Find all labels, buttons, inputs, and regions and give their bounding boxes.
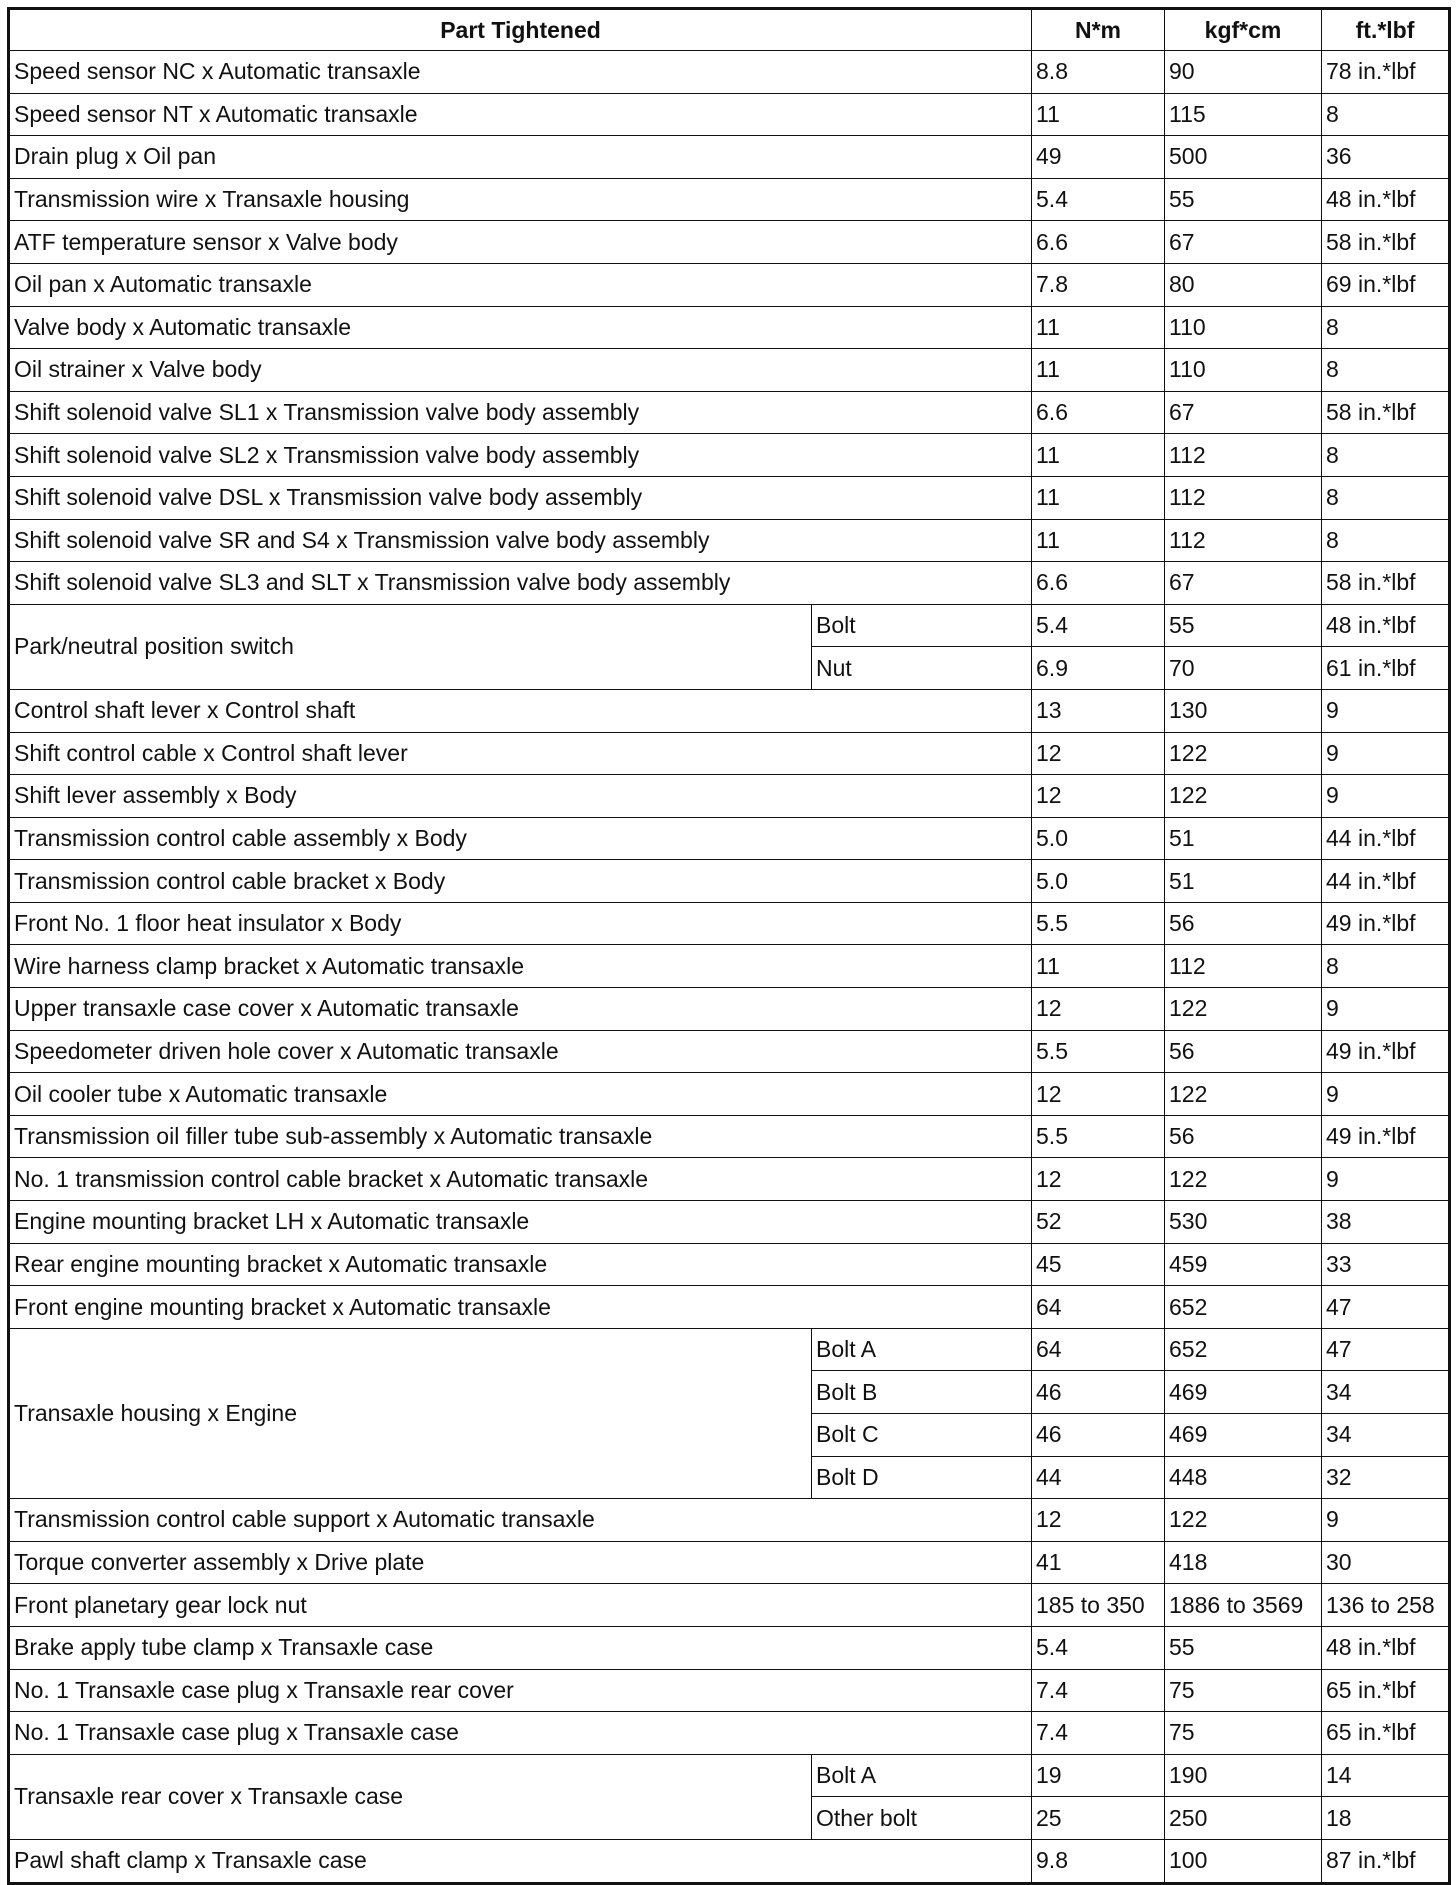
value-kgfcm: 250 — [1165, 1797, 1322, 1840]
value-kgfcm: 75 — [1165, 1669, 1322, 1712]
value-ftlbf: 30 — [1322, 1541, 1450, 1584]
part-name: Oil pan x Automatic transaxle — [9, 263, 1032, 306]
value-nm: 5.4 — [1032, 604, 1165, 647]
part-name: Transaxle rear cover x Transaxle case — [9, 1754, 812, 1839]
part-name: Transaxle housing x Engine — [9, 1328, 812, 1498]
part-name: Drain plug x Oil pan — [9, 136, 1032, 179]
value-kgfcm: 1886 to 3569 — [1165, 1584, 1322, 1627]
table-row — [9, 93, 1450, 136]
value-ftlbf: 9 — [1322, 775, 1450, 818]
value-ftlbf: 8 — [1322, 306, 1450, 349]
value-nm: 11 — [1032, 306, 1165, 349]
value-ftlbf: 8 — [1322, 93, 1450, 136]
table-row — [9, 1839, 1450, 1883]
value-nm: 45 — [1032, 1243, 1165, 1286]
value-ftlbf: 61 in.*lbf — [1322, 647, 1450, 690]
value-nm: 7.8 — [1032, 263, 1165, 306]
value-ftlbf: 49 in.*lbf — [1322, 902, 1450, 945]
value-kgfcm: 70 — [1165, 647, 1322, 690]
part-name: Oil strainer x Valve body — [9, 349, 1032, 392]
sub-part-label: Bolt — [812, 604, 1032, 647]
value-kgfcm: 67 — [1165, 391, 1322, 434]
part-name: Speedometer driven hole cover x Automatic transaxle — [9, 1030, 1032, 1073]
table-row — [9, 136, 1450, 179]
value-nm: 11 — [1032, 945, 1165, 988]
table-row — [9, 1626, 1450, 1669]
table-row — [9, 1201, 1450, 1244]
part-name: Upper transaxle case cover x Automatic transaxle — [9, 988, 1032, 1031]
value-ftlbf: 9 — [1322, 732, 1450, 775]
part-name: Transmission control cable support x Automatic transaxle — [9, 1499, 1032, 1542]
value-kgfcm: 112 — [1165, 476, 1322, 519]
value-nm: 41 — [1032, 1541, 1165, 1584]
part-name: Torque converter assembly x Drive plate — [9, 1541, 1032, 1584]
table-body — [9, 51, 1450, 1884]
table-row — [9, 1584, 1450, 1627]
table-row — [9, 306, 1450, 349]
part-name: Transmission control cable bracket x Body — [9, 860, 1032, 903]
value-ftlbf: 44 in.*lbf — [1322, 860, 1450, 903]
value-kgfcm: 459 — [1165, 1243, 1322, 1286]
value-kgfcm: 55 — [1165, 1626, 1322, 1669]
sub-part-label: Bolt D — [812, 1456, 1032, 1499]
table-row — [9, 1499, 1450, 1542]
value-ftlbf: 14 — [1322, 1754, 1450, 1797]
table-row — [9, 988, 1450, 1031]
value-nm: 12 — [1032, 1073, 1165, 1116]
value-kgfcm: 100 — [1165, 1839, 1322, 1883]
value-kgfcm: 80 — [1165, 263, 1322, 306]
sub-part-label: Bolt A — [812, 1754, 1032, 1797]
part-name: Speed sensor NC x Automatic transaxle — [9, 51, 1032, 94]
table-row — [9, 562, 1450, 605]
table-row — [9, 1158, 1450, 1201]
value-ftlbf: 58 in.*lbf — [1322, 221, 1450, 264]
value-kgfcm: 122 — [1165, 1499, 1322, 1542]
table-row — [9, 263, 1450, 306]
sub-part-label: Bolt A — [812, 1328, 1032, 1371]
table-row — [9, 1712, 1450, 1755]
table-row — [9, 1669, 1450, 1712]
value-nm: 5.0 — [1032, 860, 1165, 903]
part-name: No. 1 transmission control cable bracket x Automatic transaxle — [9, 1158, 1032, 1201]
table-row — [9, 1754, 1450, 1797]
part-name: Control shaft lever x Control shaft — [9, 689, 1032, 732]
header-kgfcm: kgf*cm — [1165, 9, 1322, 51]
value-ftlbf: 8 — [1322, 945, 1450, 988]
table-row — [9, 1073, 1450, 1116]
value-nm: 11 — [1032, 434, 1165, 477]
value-nm: 11 — [1032, 93, 1165, 136]
value-ftlbf: 48 in.*lbf — [1322, 1626, 1450, 1669]
value-ftlbf: 34 — [1322, 1414, 1450, 1457]
table-row — [9, 519, 1450, 562]
value-nm: 185 to 350 — [1032, 1584, 1165, 1627]
table-row — [9, 476, 1450, 519]
value-kgfcm: 51 — [1165, 817, 1322, 860]
value-kgfcm: 448 — [1165, 1456, 1322, 1499]
part-name: Shift control cable x Control shaft lever — [9, 732, 1032, 775]
value-kgfcm: 122 — [1165, 775, 1322, 818]
part-name: No. 1 Transaxle case plug x Transaxle case — [9, 1712, 1032, 1755]
value-nm: 44 — [1032, 1456, 1165, 1499]
value-ftlbf: 47 — [1322, 1286, 1450, 1329]
part-name: Park/neutral position switch — [9, 604, 812, 689]
torque-spec-table — [7, 7, 1451, 1885]
value-nm: 52 — [1032, 1201, 1165, 1244]
value-nm: 7.4 — [1032, 1712, 1165, 1755]
value-kgfcm: 75 — [1165, 1712, 1322, 1755]
value-ftlbf: 69 in.*lbf — [1322, 263, 1450, 306]
value-nm: 5.5 — [1032, 1115, 1165, 1158]
value-nm: 5.5 — [1032, 1030, 1165, 1073]
value-nm: 8.8 — [1032, 51, 1165, 94]
table-row — [9, 817, 1450, 860]
value-ftlbf: 48 in.*lbf — [1322, 604, 1450, 647]
part-name: Wire harness clamp bracket x Automatic transaxle — [9, 945, 1032, 988]
value-nm: 64 — [1032, 1328, 1165, 1371]
value-ftlbf: 9 — [1322, 1499, 1450, 1542]
table-row — [9, 945, 1450, 988]
table-row — [9, 221, 1450, 264]
value-nm: 12 — [1032, 1158, 1165, 1201]
table-row — [9, 434, 1450, 477]
value-kgfcm: 112 — [1165, 434, 1322, 477]
table-row — [9, 1328, 1450, 1371]
value-ftlbf: 8 — [1322, 434, 1450, 477]
part-name: Shift solenoid valve SL1 x Transmission valve body assembly — [9, 391, 1032, 434]
value-ftlbf: 65 in.*lbf — [1322, 1712, 1450, 1755]
value-kgfcm: 56 — [1165, 1115, 1322, 1158]
table-row — [9, 775, 1450, 818]
value-ftlbf: 49 in.*lbf — [1322, 1115, 1450, 1158]
value-nm: 9.8 — [1032, 1839, 1165, 1883]
table-row — [9, 860, 1450, 903]
value-kgfcm: 56 — [1165, 902, 1322, 945]
table-row — [9, 1030, 1450, 1073]
value-nm: 46 — [1032, 1371, 1165, 1414]
part-name: Transmission wire x Transaxle housing — [9, 178, 1032, 221]
value-kgfcm: 652 — [1165, 1286, 1322, 1329]
part-name: Shift solenoid valve SL3 and SLT x Transmission valve body assembly — [9, 562, 1032, 605]
part-name: Brake apply tube clamp x Transaxle case — [9, 1626, 1032, 1669]
value-ftlbf: 78 in.*lbf — [1322, 51, 1450, 94]
value-nm: 46 — [1032, 1414, 1165, 1457]
value-ftlbf: 9 — [1322, 689, 1450, 732]
value-nm: 5.4 — [1032, 1626, 1165, 1669]
table-row — [9, 732, 1450, 775]
value-ftlbf: 44 in.*lbf — [1322, 817, 1450, 860]
part-name: Engine mounting bracket LH x Automatic transaxle — [9, 1201, 1032, 1244]
value-ftlbf: 58 in.*lbf — [1322, 391, 1450, 434]
value-ftlbf: 65 in.*lbf — [1322, 1669, 1450, 1712]
value-nm: 6.6 — [1032, 562, 1165, 605]
part-name: Shift solenoid valve DSL x Transmission valve body assembly — [9, 476, 1032, 519]
table-row — [9, 689, 1450, 732]
value-kgfcm: 130 — [1165, 689, 1322, 732]
value-nm: 5.0 — [1032, 817, 1165, 860]
part-name: Shift solenoid valve SR and S4 x Transmission valve body assembly — [9, 519, 1032, 562]
value-nm: 13 — [1032, 689, 1165, 732]
value-ftlbf: 36 — [1322, 136, 1450, 179]
value-nm: 11 — [1032, 519, 1165, 562]
sub-part-label: Other bolt — [812, 1797, 1032, 1840]
part-name: No. 1 Transaxle case plug x Transaxle rear cover — [9, 1669, 1032, 1712]
part-name: Transmission oil filler tube sub-assembly x Automatic transaxle — [9, 1115, 1032, 1158]
value-kgfcm: 530 — [1165, 1201, 1322, 1244]
value-nm: 5.5 — [1032, 902, 1165, 945]
value-kgfcm: 190 — [1165, 1754, 1322, 1797]
header-nm: N*m — [1032, 9, 1165, 51]
value-nm: 49 — [1032, 136, 1165, 179]
part-name: Shift lever assembly x Body — [9, 775, 1032, 818]
part-name: Speed sensor NT x Automatic transaxle — [9, 93, 1032, 136]
value-kgfcm: 122 — [1165, 1158, 1322, 1201]
value-kgfcm: 110 — [1165, 349, 1322, 392]
value-ftlbf: 38 — [1322, 1201, 1450, 1244]
value-ftlbf: 33 — [1322, 1243, 1450, 1286]
part-name: Rear engine mounting bracket x Automatic transaxle — [9, 1243, 1032, 1286]
value-kgfcm: 55 — [1165, 178, 1322, 221]
header-ftlbf: ft.*lbf — [1322, 9, 1450, 51]
value-kgfcm: 67 — [1165, 221, 1322, 264]
part-name: Front engine mounting bracket x Automatic transaxle — [9, 1286, 1032, 1329]
value-kgfcm: 418 — [1165, 1541, 1322, 1584]
value-ftlbf: 49 in.*lbf — [1322, 1030, 1450, 1073]
value-nm: 7.4 — [1032, 1669, 1165, 1712]
value-nm: 6.6 — [1032, 391, 1165, 434]
value-nm: 12 — [1032, 732, 1165, 775]
value-nm: 19 — [1032, 1754, 1165, 1797]
value-kgfcm: 67 — [1165, 562, 1322, 605]
value-ftlbf: 58 in.*lbf — [1322, 562, 1450, 605]
table-row — [9, 604, 1450, 647]
value-nm: 12 — [1032, 988, 1165, 1031]
part-name: Front planetary gear lock nut — [9, 1584, 1032, 1627]
value-ftlbf: 34 — [1322, 1371, 1450, 1414]
value-ftlbf: 8 — [1322, 519, 1450, 562]
value-kgfcm: 112 — [1165, 945, 1322, 988]
table-row — [9, 391, 1450, 434]
table-row — [9, 1243, 1450, 1286]
value-kgfcm: 469 — [1165, 1414, 1322, 1457]
value-kgfcm: 469 — [1165, 1371, 1322, 1414]
value-ftlbf: 18 — [1322, 1797, 1450, 1840]
sub-part-label: Bolt C — [812, 1414, 1032, 1457]
value-kgfcm: 55 — [1165, 604, 1322, 647]
table-row — [9, 1286, 1450, 1329]
part-name: Front No. 1 floor heat insulator x Body — [9, 902, 1032, 945]
value-nm: 6.9 — [1032, 647, 1165, 690]
part-name: Transmission control cable assembly x Body — [9, 817, 1032, 860]
value-nm: 11 — [1032, 476, 1165, 519]
table-row — [9, 178, 1450, 221]
value-ftlbf: 9 — [1322, 1158, 1450, 1201]
table-row — [9, 51, 1450, 94]
value-nm: 6.6 — [1032, 221, 1165, 264]
part-name: Valve body x Automatic transaxle — [9, 306, 1032, 349]
value-ftlbf: 48 in.*lbf — [1322, 178, 1450, 221]
part-name: Oil cooler tube x Automatic transaxle — [9, 1073, 1032, 1116]
value-ftlbf: 8 — [1322, 476, 1450, 519]
table-row — [9, 1115, 1450, 1158]
value-kgfcm: 122 — [1165, 732, 1322, 775]
sub-part-label: Nut — [812, 647, 1032, 690]
value-ftlbf: 87 in.*lbf — [1322, 1839, 1450, 1883]
value-nm: 25 — [1032, 1797, 1165, 1840]
part-name: Shift solenoid valve SL2 x Transmission valve body assembly — [9, 434, 1032, 477]
value-ftlbf: 32 — [1322, 1456, 1450, 1499]
table-row — [9, 1541, 1450, 1584]
table-row — [9, 902, 1450, 945]
value-kgfcm: 56 — [1165, 1030, 1322, 1073]
value-ftlbf: 136 to 258 — [1322, 1584, 1450, 1627]
value-nm: 11 — [1032, 349, 1165, 392]
value-nm: 5.4 — [1032, 178, 1165, 221]
header-part-tightened: Part Tightened — [9, 9, 1032, 51]
value-ftlbf: 47 — [1322, 1328, 1450, 1371]
value-nm: 12 — [1032, 775, 1165, 818]
part-name: ATF temperature sensor x Valve body — [9, 221, 1032, 264]
value-ftlbf: 8 — [1322, 349, 1450, 392]
value-kgfcm: 90 — [1165, 51, 1322, 94]
value-nm: 64 — [1032, 1286, 1165, 1329]
value-kgfcm: 51 — [1165, 860, 1322, 903]
value-kgfcm: 110 — [1165, 306, 1322, 349]
part-name: Pawl shaft clamp x Transaxle case — [9, 1839, 1032, 1883]
value-kgfcm: 115 — [1165, 93, 1322, 136]
value-kgfcm: 500 — [1165, 136, 1322, 179]
value-ftlbf: 9 — [1322, 1073, 1450, 1116]
header-row — [9, 9, 1450, 51]
table-row — [9, 349, 1450, 392]
value-kgfcm: 112 — [1165, 519, 1322, 562]
value-nm: 12 — [1032, 1499, 1165, 1542]
sub-part-label: Bolt B — [812, 1371, 1032, 1414]
value-kgfcm: 122 — [1165, 988, 1322, 1031]
value-kgfcm: 652 — [1165, 1328, 1322, 1371]
value-ftlbf: 9 — [1322, 988, 1450, 1031]
value-kgfcm: 122 — [1165, 1073, 1322, 1116]
